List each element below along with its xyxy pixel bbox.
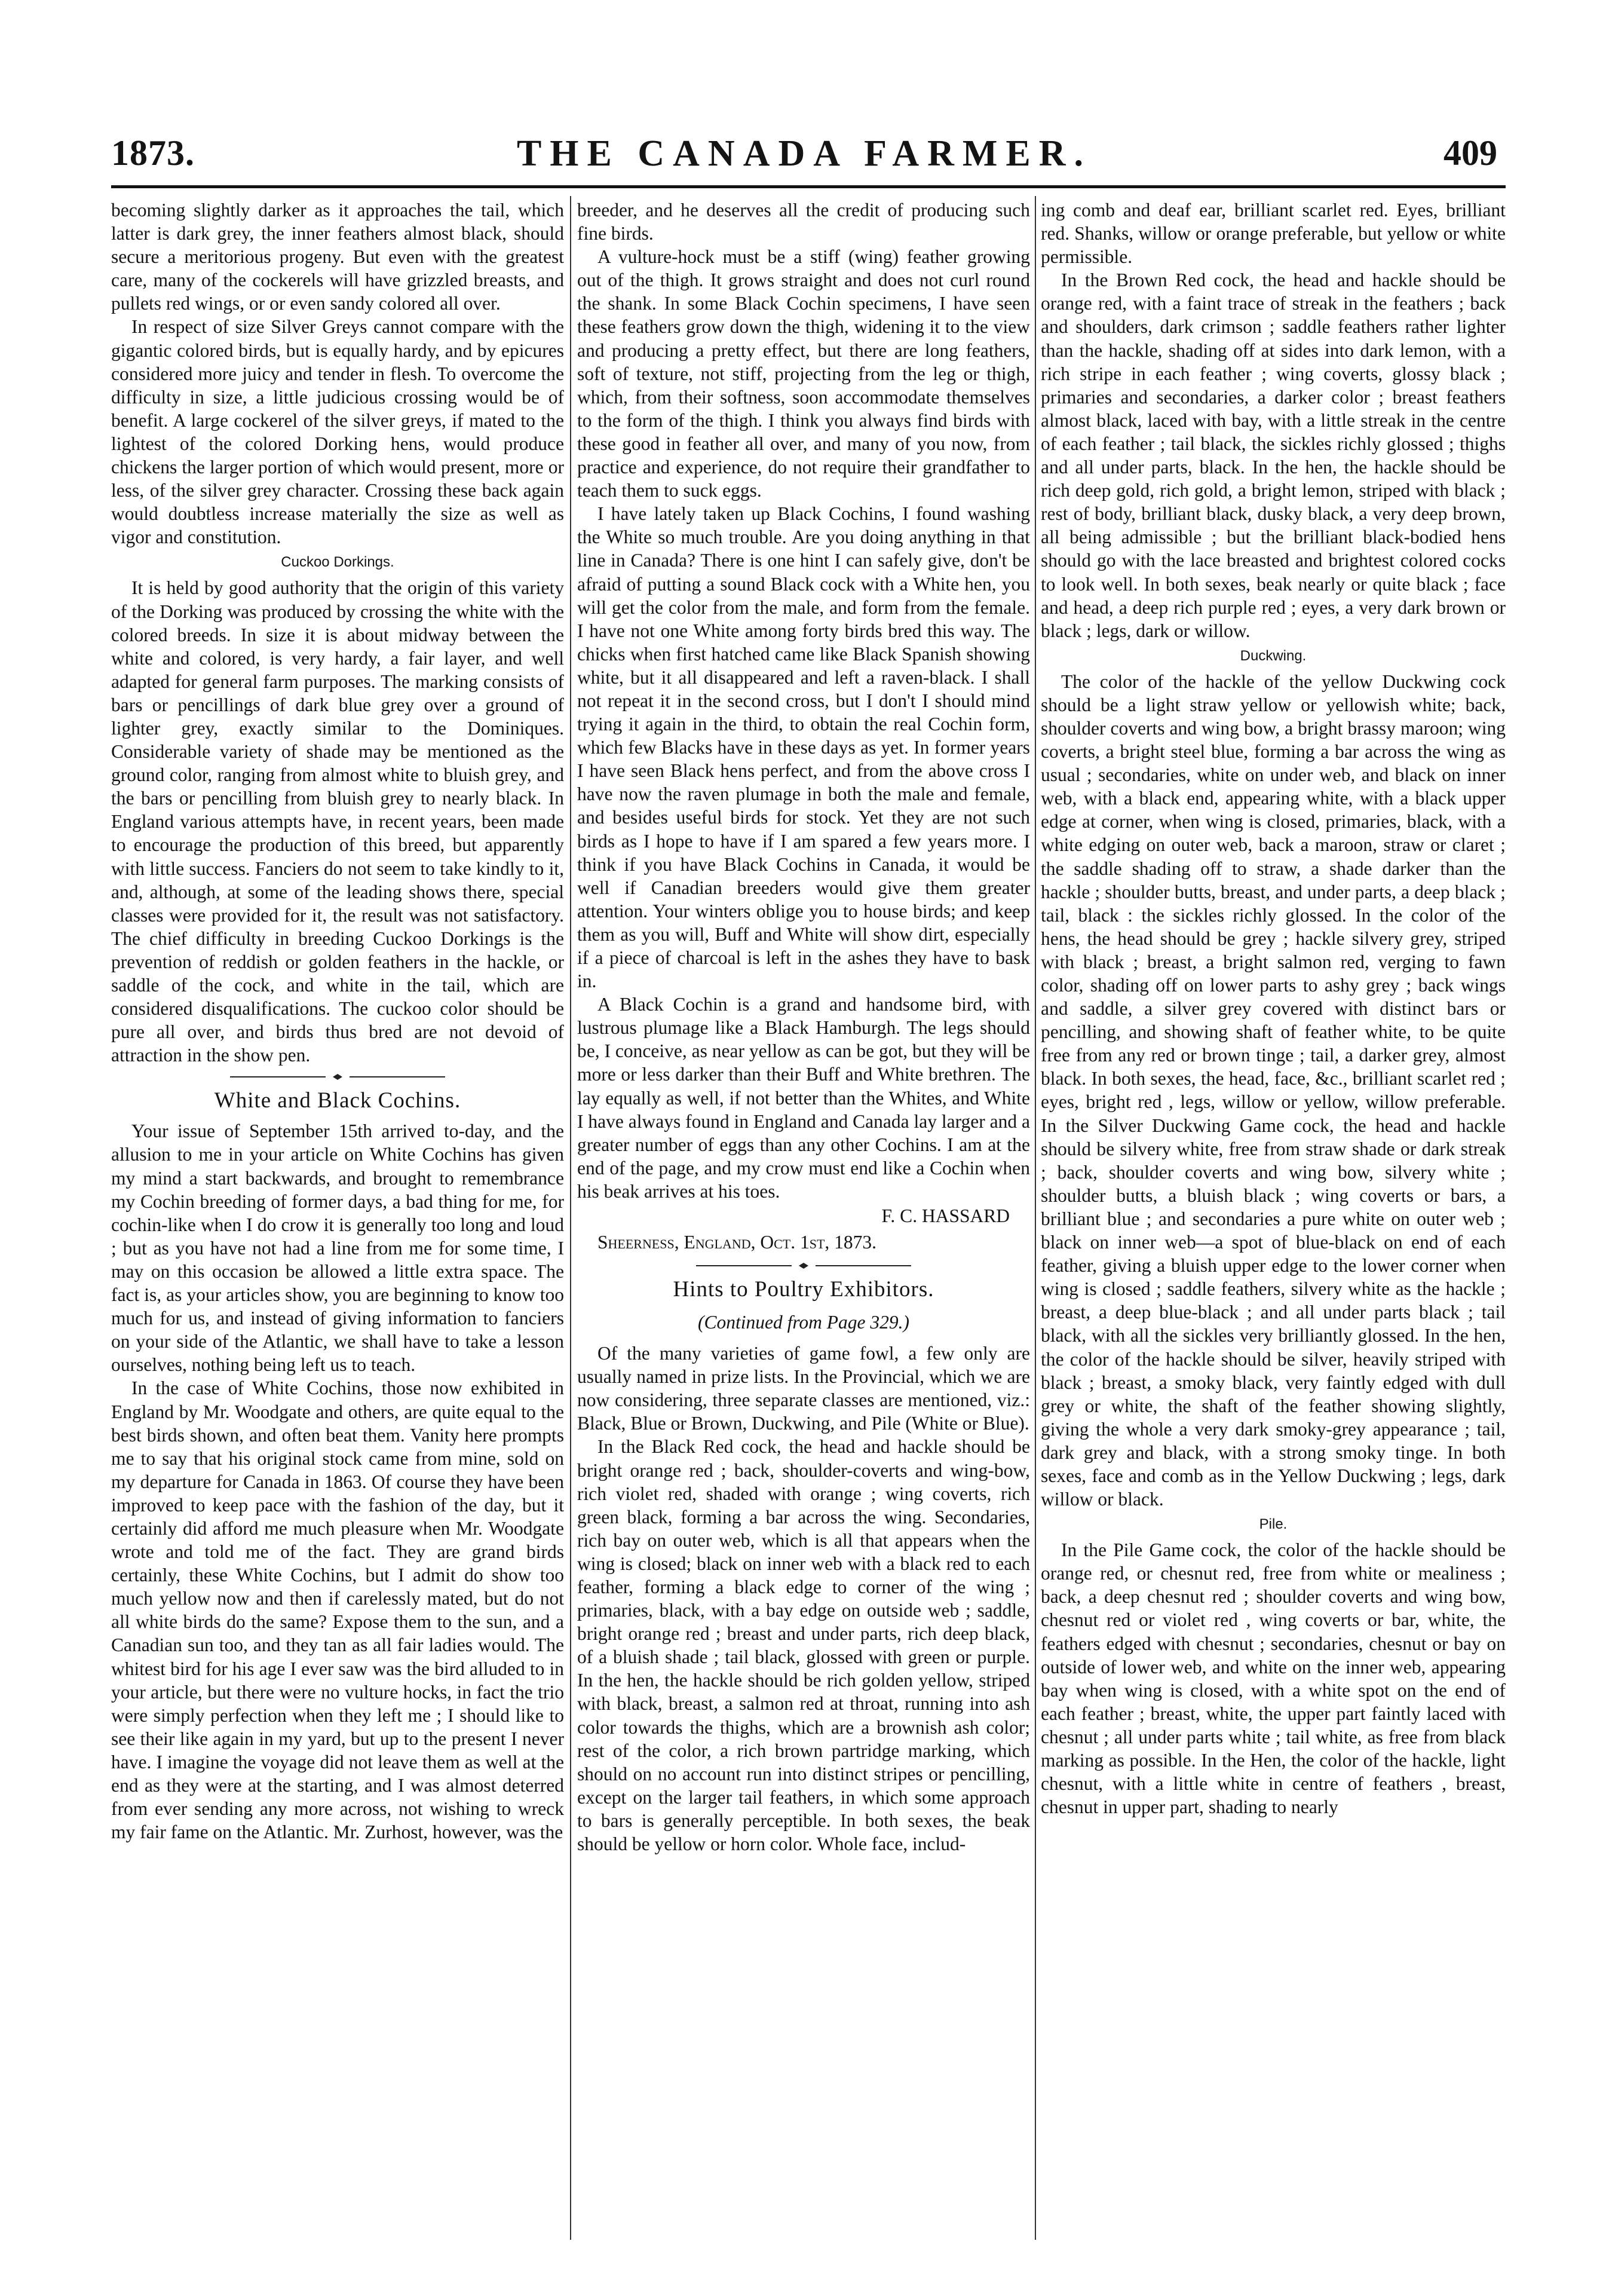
header-rule	[111, 185, 1506, 188]
paragraph: Your issue of September 15th arrived to-day, and the allusion to me in your article on White Cochins has given my mind a start backwards, and brought to remembrance my Cochin breeding of former days, a bad thing for me, for cochin-like when I do crow it is generally too long and loud ; but as you have not had a line from me for some time, I may on this occasion be allowed a little extra space. The fact is, as your articles show, you are beginning to know too much for us, and instead of giving information to fanciers on your side of the Atlantic, we shall have to take a lesson ourselves, nothing being left us to teach.	[111, 1121, 564, 1376]
paragraph: In the Pile Game cock, the color of the hackle should be orange red, or chesnut red, free from white or mealiness ; back, a deep chesnut red ; shoulder coverts and wing bow, chesnut red or violet red , wing coverts or bar, white, the feathers edged with chesnut ; secondaries, chesnut or bay on outside of lower web, and white on the inner web, appearing bay when wing is closed, with a white spot on the end of each feather ; breast, white, the upper part faintly laced with chesnut ; all under parts white ; tail white, as free from black marking as possible. In the Hen, the color of the hackle, light chesnut, with a little white in centre of feathers , breast, chesnut in upper part, shading to nearly	[1041, 1539, 1506, 1818]
paragraph: I have lately taken up Black Cochins, I found washing the White so much trouble. Are you doing anything in that line in Canada? There is one hint I can safely give, don't be afraid of putting a sound Black cock with a White hen, you will get the color from the male, and form from the female. I have not one White among forty birds bred this way. The chicks when first hatched came like Black Spanish showing white, but it all disappeared and left a raven-black. I shall not repeat it in the second cross, but I don't I should mind trying it again in the third, to obtain the real Cochin form, which few Blacks have in these days as yet. In former years I have seen Black hens perfect, and from the above cross I have now the raven plumage in both the male and female, and besides useful birds for stock. Yet they are not such birds as I hope to have if I am spared a few years more. I think if you have Black Cochins in Canada, it would be well if Canadian breeders would give them greater attention. Your winters oblige you to house birds; and keep them as you will, Buff and White will show dirt, especially if a piece of charcoal is left in the ashes they have to bask in.	[577, 503, 1030, 992]
dateline: Sheerness, England, Oct. 1st, 1873.	[597, 1232, 877, 1253]
page-header	[111, 133, 1497, 186]
article-title-hints: Hints to Poultry Exhibitors.	[673, 1277, 934, 1302]
paragraph: breeder, and he deserves all the credit of producing such fine birds.	[577, 200, 1030, 244]
article-title-cochins: White and Black Cochins.	[214, 1088, 461, 1113]
section-ornament-rule	[696, 1263, 911, 1269]
subheading-duckwing: Duckwing.	[1240, 647, 1307, 664]
page-number: 409	[1443, 133, 1497, 173]
paragraph: ing comb and deaf ear, brilliant scarlet red. Eyes, brilliant red. Shanks, willow or orange preferable, but yellow or white permissible.	[1041, 200, 1506, 268]
column-divider	[1035, 196, 1036, 2240]
continued-note: (Continued from Page 329.)	[697, 1312, 910, 1333]
paragraph: In the case of White Cochins, those now exhibited in England by Mr. Woodgate and others, are quite equal to the best birds shown, and often beat them. Vanity here prompts me to say that his original stock came from mine, sold on my departure for Canada in 1863. Of course they have been improved to keep pace with the fashion of the day, but it certainly did afford me much pleasure when Mr. Woodgate wrote and told me of the fact. They are grand birds certainly, these White Cochins, but I admit do show too much yellow now and then if carelessly mated, but do not all white birds do the same? Expose them to the sun, and a Canadian sun too, and they tan as all fair ladies would. The whitest bird for his age I ever saw was the bird alluded to in your article, but there were no vulture hocks, in fact the trio were simply perfection when they left me ; I should like to see their like again in my yard, but up to the present I never have. I imagine the voyage did not leave them as well at the end as they were at the starting, and I was almost deterred from ever sending any more across, not wishing to wreck my fair fame on the Atlantic. Mr. Zurhost, however, was the	[111, 1377, 564, 1843]
paragraph: In respect of size Silver Greys cannot compare with the gigantic colored birds, but is equally hardy, and by epicures considered more juicy and tender in flesh. To overcome the difficulty in size, a little judicious crossing would be of benefit. A large cockerel of the silver greys, if mated to the lightest of the colored Dorking hens, would produce chickens the larger portion of which would present, more or less, of the silver grey character. Crossing these back again would doubtless increase materially the size as well as vigor and constitution.	[111, 316, 564, 548]
masthead-title: THE CANADA FARMER.	[516, 133, 1092, 174]
paragraph: In the Black Red cock, the head and hackle should be bright orange red ; back, shoulder-coverts and wing-bow, rich violet red, shaded with orange ; wing coverts, rich green black, forming a bar across the wing. Secondaries, rich bay on outer web, which is all that appears when the wing is closed; black on inner web with a black red to each feather, forming a black edge to corner of the wing ; primaries, black, with a bay edge on outside web ; saddle, bright orange red ; breast and under parts, rich deep black, of a bluish shade ; tail black, glossed with green or purple. In the hen, the hackle should be rich golden yellow, striped with black, breast, a salmon red at throat, running into ash color towards the thighs, which are a brownish ash color; rest of the color, a rich brown partridge marking, which should on no account run into distinct stripes or pencilling, except on the larger tail feathers, in which some approach to bars is generally perceptible. In both sexes, the beak should be yellow or horn color. Whole face, includ-	[577, 1436, 1030, 1854]
paragraph: A vulture-hock must be a stiff (wing) feather growing out of the thigh. It grows straight and does not curl round the shank. In some Black Cochin specimens, I have seen these feathers grow down the thigh, widening it to the view and producing a pretty effect, but there are long feathers, soft of texture, not stiff, projecting from the leg or thigh, which, from their softness, soon accommodate themselves to the form of the thigh. I think you always find birds with these good in feather all over, and many of you now, from practice and experience, do not require their grandfather to teach them to suck eggs.	[577, 246, 1030, 501]
paragraph: A Black Cochin is a grand and handsome bird, with lustrous plumage like a Black Hamburgh. The legs should be, I conceive, as near yellow as can be got, but they will be more or less darker than their Buff and White brethren. The lay equally as well, if not better than the Whites, and White I have always found in England and Canada lay larger and a greater number of eggs than any other Cochins. I am at the end of the page, and my crow must end like a Cochin when his beak arrives at his toes.	[577, 994, 1030, 1202]
column-3	[1041, 198, 1506, 2254]
paragraph: The color of the hackle of the yellow Duckwing cock should be a light straw yellow or yellowish white; back, shoulder coverts and wing bow, a bright brassy maroon; wing coverts, a bright steel blue, forming a bar across the wing as usual ; secondaries, white on under web, and black on inner web, with a black end, appearing white, with a black upper edge at corner, when wing is closed, primaries, black, with a white edging on outer web, back a maroon, straw or claret ; the saddle shading off to straw, a shade darker than the hackle ; shoulder butts, breast, and under parts, a deep black ; tail, black : the sickles richly glossed. In the color of the hens, the head should be grey ; hackle silvery grey, striped with black ; breast, a bright salmon red, verging to fawn color, shading off on lower parts to ashy grey ; back wings and saddle, a silver grey covered with distinct bars or pencilling, and showing shaft of feather white, to be quite free from any red or brown tinge ; tail, a darker grey, almost black. In both sexes, the head, face, &c., brilliant scarlet red ; eyes, bright red , legs, willow or yellow, willow preferable. In the Silver Duckwing Game cock, the head and hackle should be silvery white, free from straw shade or dark streak ; back, shoulder coverts and wing bow, silvery white ; shoulder butts, a bluish black ; wing coverts or bars, a brilliant blue ; and secondaries a pure white on outer web ; black on inner web—a spot of blue-black on end of each feather, giving a bluish upper edge to the lower corner when wing is closed ; saddle feathers, silvery white as the hackle ; breast, a deep blue-black ; and all under parts black ; tail black, with all the sickles very brilliantly glossed. In the hen, the color of the hackle should be silver, heavily striped with black ; breast, a smoky black, very faintly edged with dull grey or white, the shaft of the feather showing slightly, giving the whole a very dark smoky-grey appearance ; tail, dark grey and black, with a strong smoky tinge. In both sexes, face and comb as in the Yellow Duckwing ; legs, dark willow or black.	[1041, 671, 1506, 1510]
paragraph: It is held by good authority that the origin of this variety of the Dorking was produced by crossing the white with the colored breeds. In size it is about midway between the white and colored, is very hardy, a fair layer, and well adapted for general farm purposes. The marking consists of bars or pencillings of dark blue grey over a ground of lighter grey, exactly similar to the Dominiques. Considerable variety of shade may be mentioned as the ground color, ranging from almost white to bluish grey, and the bars or pencilling from bluish grey to nearly black. In England various attempts have, in recent years, been made to encourage the production of this breed, but apparently with little success. Fanciers do not seem to take kindly to it, and, although, at some of the leading shows there, special classes were provided for it, the result was not satisfactory. The chief difficulty in breeding Cuckoo Dorkings is the prevention of reddish or golden feathers in the hackle, or saddle of the cock, and white in the tail, which are considered disqualifications. The cuckoo color should be pure all over, and birds thus bred are not devoid of attraction in the show pen.	[111, 577, 564, 1066]
section-ornament-rule	[230, 1074, 445, 1080]
paragraph: Of the many varieties of game fowl, a few only are usually named in prize lists. In the Provincial, which we are now considering, three separate classes are mentioned, viz.: Black, Blue or Brown, Duckwing, and Pile (White or Blue).	[577, 1343, 1030, 1434]
column-2	[577, 198, 1030, 2254]
column-divider	[570, 196, 571, 2240]
paragraph: In the Brown Red cock, the head and hackle should be orange red, with a faint trace of streak in the feathers ; back and shoulders, dark crimson ; saddle feathers rather lighter than the hackle, shading off at sides into dark lemon, with a rich stripe in each feather ; wing coverts, glossy black ; primaries and secondaries, a darker color ; breast feathers almost black, laced with bay, with a little streak in the centre of each feather ; tail black, the sickles richly glossed ; thighs and all under parts, black. In the hen, the hackle should be rich deep gold, rich gold, a bright lemon, striped with black ; rest of body, brilliant black, dusky black, a very deep brown, all being admissible ; but the brilliant black-bodied hens should go with the lace breasted and brightest colored cocks to look well. In both sexes, beak nearly or quite black ; face and head, a deep rich purple red ; eyes, a very dark brown or black ; legs, dark or willow.	[1041, 270, 1506, 641]
subheading-cuckoo-dorkings: Cuckoo Dorkings.	[281, 554, 394, 571]
author-signature: F. C. HASSARD	[881, 1205, 1010, 1227]
header-year: 1873.	[111, 133, 195, 173]
column-1	[111, 198, 564, 2254]
subheading-pile: Pile.	[1259, 1516, 1288, 1533]
paragraph: becoming slightly darker as it approaches the tail, which latter is dark grey, the inner feathers almost black, should secure a meritorious progeny. But even with the greatest care, many of the cockerels will have grizzled breasts, and pullets red wings, or or even sandy colored all over.	[111, 200, 564, 314]
